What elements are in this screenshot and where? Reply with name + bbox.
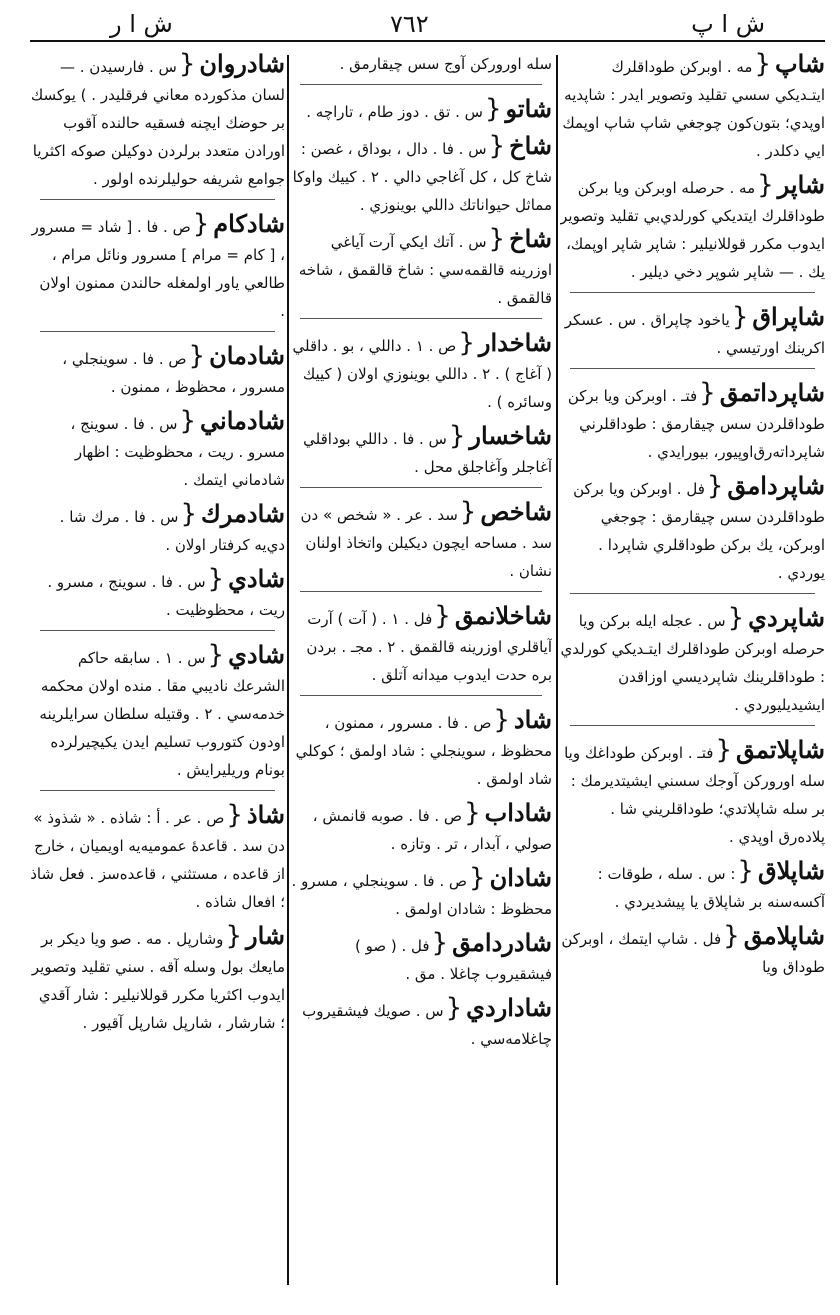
- definition: س . ١ . سابقه حاكم الشرعك ناديبي مقا . منده اولان محكمه خدمه‌سي . ٢ . وقتيله سلطان سرايلرينه اودون كتوروب تسليم ايدن يكيچيرلرده بونام وريليرايش .: [39, 649, 285, 779]
- entry-separator: [300, 487, 542, 488]
- column-left: [30, 50, 285, 1290]
- headword: شاپلاتمق: [736, 735, 825, 764]
- entry-separator: [570, 593, 815, 594]
- headword: شاذ: [246, 800, 285, 829]
- entry-separator: [40, 790, 275, 791]
- definition: ص . فا . سوينجلي ، مسرو . محظوظ : شادان اولمق .: [291, 872, 552, 918]
- definition: فل . شاپ ايتمك ، اوبركن طوداق ويا: [561, 930, 825, 976]
- definition: س . آتك ايكي آرت آياغي اوزرينه قالقمه‌سي : شاخ قالقمق ، شاخه قالقمق .: [298, 233, 552, 307]
- entry: [290, 50, 552, 78]
- entry: شاخص{سد . عر . « شخص » دن سد . مساحه ايچون ديكيلن واتخاذ اولنان نشان .: [300, 497, 552, 580]
- header-left-letters: ش ا ر: [110, 10, 173, 38]
- headword: شاخ: [509, 131, 552, 160]
- column-middle: [290, 50, 552, 1290]
- entry-separator: [570, 292, 815, 293]
- definition: س . عجله ايله بركن ويا حرصله اوبركن طوداقلرك ايتـديكي كورلدي : طوداقلرينك شاپرديسي اوزاقدن ايشيديليوردي .: [560, 612, 825, 714]
- entry: شادروان{س . فارسيدن . — لسان مذكورده معاني فرقليدر . ) يوكسك بر حوضك ايچنه فسقيه حالنده آقوب اورادن متعدد برلردن دوكيلن صوكه اكثريا جوامع شريفه حوليلرنده اولور .: [30, 50, 285, 188]
- definition: فل . ١ . ( آت ) آرت آياقلري اوزرينه قالقمق . ٢ . مجـ . بردن بره حدت ايدوب ميدانه آتلق .: [306, 610, 552, 684]
- entry: شار{وشارپل . مه . صو ويا ديكر بر مايعك بول وسله آقه . سني تقليد وتصوير ايدوب اكثريا مكرر قوللانيلير : شار آقدي ؛ شارشار ، شارپل شارپل آقيور .: [31, 921, 285, 1032]
- definition: سد . عر . « شخص » دن سد . مساحه ايچون ديكيلن واتخاذ اولنان نشان .: [300, 506, 552, 580]
- headword: شاپردي: [748, 603, 825, 632]
- entry: شادان{ص . فا . سوينجلي ، مسرو . محظوظ : شادان اولمق .: [291, 863, 552, 918]
- definition: ص . فا . سوينجلي ، مسرور ، محظوظ ، ممنون .: [62, 350, 285, 396]
- definition: س . تق . دوز طام ، تاراچه .: [306, 103, 483, 121]
- entry: شاخدار{ص . ١ . داللي ، بو . داقلي ( آغاج ) . ٢ . داللي بوينوزي اولان ( كييك وسائره ) .: [292, 328, 552, 411]
- headword: شادمان: [209, 341, 285, 370]
- entry: شاپ{مه . اوبركن طوداقلرك ايتـديكي سسي تقليد وتصوير ايدر : شاپديه اوپدي؛ بتون‌كون چوجغي شاپ شاپ اوپمك ايي دكلدر .: [562, 50, 825, 160]
- page-header: [30, 8, 820, 38]
- header-rule: [30, 40, 825, 42]
- definition: س . فا . دال ، بوداق ، غصن : شاخ كل ، كل آغاجي دالي . ٢ . كييك واوكا مماثل حيواناتك داللي بوينوزي .: [292, 140, 552, 214]
- entry: شاداردي{س . صويك فيشقيروب چاغلامه‌سي .: [302, 993, 552, 1048]
- definition: س . فا . سوينج ، مسرو . ريت ، محظوظيت : اظهار شادماني ايتمك .: [70, 415, 285, 489]
- headword: شاتو: [505, 94, 552, 123]
- entry-separator: [300, 318, 542, 319]
- definition: فتـ . اوبركن ويا بركن طوداقلردن سس چيقارمق : طوداقلرني شاپرداته‌رق‌اوپيور، بيورايدي .: [567, 387, 825, 461]
- entry: شاتو{س . تق . دوز طام ، تاراچه .: [306, 94, 552, 124]
- headword: شاپراق: [752, 302, 825, 331]
- headword: شاپردامق: [727, 471, 825, 500]
- entry: شاخ{س . آتك ايكي آرت آياغي اوزرينه قالقمه‌سي : شاخ قالقمق ، شاخه قالقمق .: [298, 224, 552, 307]
- entry: شادمان{ص . فا . سوينجلي ، مسرور ، محظوظ ، ممنون .: [62, 341, 285, 396]
- entry: شاداب{ص . فا . صوبه قانمش ، صولي ، آبدار ، تر . وتازه .: [312, 798, 552, 853]
- entry-separator: [40, 331, 275, 332]
- entry: شاپراق{ياخود چاپراق . س . عسكر اكرينك اورتيسي .: [564, 302, 825, 357]
- headword: شاپ: [774, 50, 825, 78]
- definition: : س . سله ، طوقات : آكسه‌سنه بر شاپلاق يا پيشديردي .: [597, 865, 825, 911]
- header-right-letters: ش ا پ: [691, 10, 765, 38]
- headword: شاخسار: [469, 421, 552, 450]
- headword: شادان: [489, 863, 552, 892]
- definition: س . فا . داللي بوداقلي آغاجلر وآغاجلق محل .: [303, 430, 552, 476]
- headword: شادي: [228, 640, 285, 669]
- headword: شاد: [513, 705, 552, 734]
- entry-separator: [40, 630, 275, 631]
- entry: شاپردامق{فل . اوبركن ويا بركن طوداقلردن سس چيقارمق : چوجغي اوبركن، يك بركن طوداقلري شاپردا . يوردي .: [573, 471, 825, 582]
- headword: شاپلامق: [743, 921, 825, 950]
- headword: شاداب: [484, 798, 552, 827]
- entry-separator: [570, 368, 815, 369]
- entry-separator: [300, 591, 542, 592]
- definition: س . فا . سوينج ، مسرو . ريت ، محظوظيت .: [47, 573, 285, 619]
- column-divider-left: [287, 55, 289, 1285]
- definition: س . صويك فيشقيروب چاغلامه‌سي .: [302, 1002, 552, 1048]
- headword: شاخدار: [478, 328, 552, 357]
- entry: شاپلاق{: س . سله ، طوقات : آكسه‌سنه بر شاپلاق يا پيشديردي .: [597, 856, 825, 911]
- definition: فل . اوبركن ويا بركن طوداقلردن سس چيقارمق : چوجغي اوبركن، يك بركن طوداقلري شاپردا . يوردي .: [573, 480, 825, 582]
- headword: شاداردي: [466, 993, 552, 1022]
- entry: شاخلانمق{فل . ١ . ( آت ) آرت آياقلري اوزرينه قالقمق . ٢ . مجـ . بردن بره حدت ايدوب ميدانه آتلق .: [306, 601, 552, 684]
- headword: شادماني: [200, 406, 285, 435]
- entry: شاخ{س . فا . دال ، بوداق ، غصن : شاخ كل ، كل آغاجي دالي . ٢ . كييك واوكا مماثل حيواناتك داللي بوينوزي .: [292, 131, 552, 214]
- entry: شاپر{مه . حرصله اوبركن ويا بركن طوداقلرك ايتديكي كورلدي‌بي تقليد وتصوير ايدوب مكرر قوللانيلير : شاپر شاپر اوپمك، يك . — شاپر شوپر دخي ديلير .: [560, 170, 825, 281]
- definition: س . فارسيدن . — لسان مذكورده معاني فرقليدر . ) يوكسك بر حوضك ايچنه فسقيه حالنده آقوب اورادن متعدد برلردن دوكيلن صوكه اكثريا جوامع شريفه حوليلرنده اولور .: [30, 58, 285, 188]
- definition: وشارپل . مه . صو ويا ديكر بر مايعك بول وسله آقه . سني تقليد وتصوير ايدوب اكثريا مكرر قوللانيلير : شار آقدي ؛ شارشار ، شارپل شارپل آقيور .: [31, 930, 285, 1032]
- definition: ص . فا . صوبه قانمش ، صولي ، آبدار ، تر . وتازه .: [312, 807, 552, 853]
- definition: فل . ( صو ) فيشقيروب چاغلا . مق .: [354, 937, 552, 983]
- entry: شادماني{س . فا . سوينج ، مسرو . ريت ، محظوظيت : اظهار شادماني ايتمك .: [70, 406, 285, 489]
- entry: شادي{س . فا . سوينج ، مسرو . ريت ، محظوظيت .: [47, 564, 285, 619]
- entry: شاخسار{س . فا . داللي بوداقلي آغاجلر وآغاجلق محل .: [303, 421, 552, 476]
- headword: شادكام: [213, 209, 285, 238]
- headword: شاپر: [777, 170, 825, 199]
- definition: س . فا . مرك شا . دي‌يه كرفتار اولان .: [59, 508, 285, 554]
- entry: شادكام{ص . فا . [ شاد = مسرور ، [ كام = مرام ] مسرور ونائل مرام ، طالعي ياور اولمغله حالندن ممنون اولان .: [31, 209, 285, 320]
- headword: شاخص: [480, 497, 552, 526]
- entry-separator: [300, 84, 542, 85]
- entry: شاذ{ص . عر . أ : شاذه . « شذوذ » دن سد . قاعدهٔ عموميه‌يه اويميان ، خارج از قاعده ، مستثني ، قاعده‌سز . فعل شاذ ؛ افعال شاذه .: [30, 800, 285, 911]
- column-right: [560, 50, 825, 1290]
- headword: شاخلانمق: [454, 601, 552, 630]
- entry-separator: [570, 725, 815, 726]
- definition: ياخود چاپراق . س . عسكر اكرينك اورتيسي .: [564, 311, 825, 357]
- entry-separator: [300, 695, 542, 696]
- entry: شادي{س . ١ . سابقه حاكم الشرعك ناديبي مقا . منده اولان محكمه خدمه‌سي . ٢ . وقتيله سلطان سرايلرينه اودون كتوروب تسليم ايدن يكيچيرلرده بونام وريليرايش .: [39, 640, 285, 779]
- headword: شار: [245, 921, 285, 950]
- definition: ص . ١ . داللي ، بو . داقلي ( آغاج ) . ٢ . داللي بوينوزي اولان ( كييك وسائره ) .: [292, 337, 552, 411]
- definition: ص . فا . مسرور ، ممنون ، محظوظ ، سوينجلي : شاد اولمق ؛ كوكلي شاد اولمق .: [295, 714, 552, 788]
- headword: شاخ: [509, 224, 552, 253]
- definition: ص . عر . أ : شاذه . « شذوذ » دن سد . قاعدهٔ عموميه‌يه اويميان ، خارج از قاعده ، مستثني ، قاعده‌سز . فعل شاذ ؛ افعال شاذه .: [30, 809, 285, 911]
- entry: شاپرداتمق{فتـ . اوبركن ويا بركن طوداقلردن سس چيقارمق : طوداقلرني شاپرداته‌رق‌اوپيور، بيورايدي .: [567, 378, 825, 461]
- column-divider-right: [556, 55, 558, 1285]
- headword: شادروان: [199, 50, 285, 78]
- definition: سله اوروركن آوج سس چيقارمق .: [339, 55, 552, 73]
- entry: شاپلامق{فل . شاپ ايتمك ، اوبركن طوداق ويا: [561, 921, 825, 976]
- headword: شادي: [228, 564, 285, 593]
- headword: شادمرك: [201, 499, 285, 528]
- definition: مه . حرصله اوبركن ويا بركن طوداقلرك ايتديكي كورلدي‌بي تقليد وتصوير ايدوب مكرر قوللانيلير : شاپر شاپر اوپمك، يك . — شاپر شوپر دخي ديلير .: [560, 179, 825, 281]
- entry: شادمرك{س . فا . مرك شا . دي‌يه كرفتار اولان .: [59, 499, 285, 554]
- definition: فتـ . اوبركن طوداغك ويا سله اوروركن آوجك سسني ايشيتديرمك : بر سله شاپلاتدي؛ طوداقلريني شا . پلاده‌رق اوپدي .: [564, 744, 825, 846]
- definition: ص . فا . [ شاد = مسرور ، [ كام = مرام ] مسرور ونائل مرام ، طالعي ياور اولمغله حالندن ممنون اولان .: [31, 218, 285, 320]
- definition: مه . اوبركن طوداقلرك ايتـديكي سسي تقليد وتصوير ايدر : شاپديه اوپدي؛ بتون‌كون چوجغي شاپ شاپ اوپمك ايي دكلدر .: [562, 58, 825, 160]
- entry: شاد{ص . فا . مسرور ، ممنون ، محظوظ ، سوينجلي : شاد اولمق ؛ كوكلي شاد اولمق .: [295, 705, 552, 788]
- headword: شاپرداتمق: [719, 378, 825, 407]
- headword: شاپلاق: [757, 856, 825, 885]
- entry: شاپردي{س . عجله ايله بركن ويا حرصله اوبركن طوداقلرك ايتـديكي كورلدي : طوداقلرينك شاپرديسي اوزاقدن ايشيديليوردي .: [560, 603, 825, 714]
- entry: شاپلاتمق{فتـ . اوبركن طوداغك ويا سله اوروركن آوجك سسني ايشيتديرمك : بر سله شاپلاتدي؛ طوداقلريني شا . پلاده‌رق اوپدي .: [564, 735, 825, 846]
- headword: شادردامق: [452, 928, 552, 957]
- page-number: ٧٦٢: [390, 10, 429, 38]
- entry-separator: [40, 199, 275, 200]
- entry: شادردامق{فل . ( صو ) فيشقيروب چاغلا . مق .: [354, 928, 552, 983]
